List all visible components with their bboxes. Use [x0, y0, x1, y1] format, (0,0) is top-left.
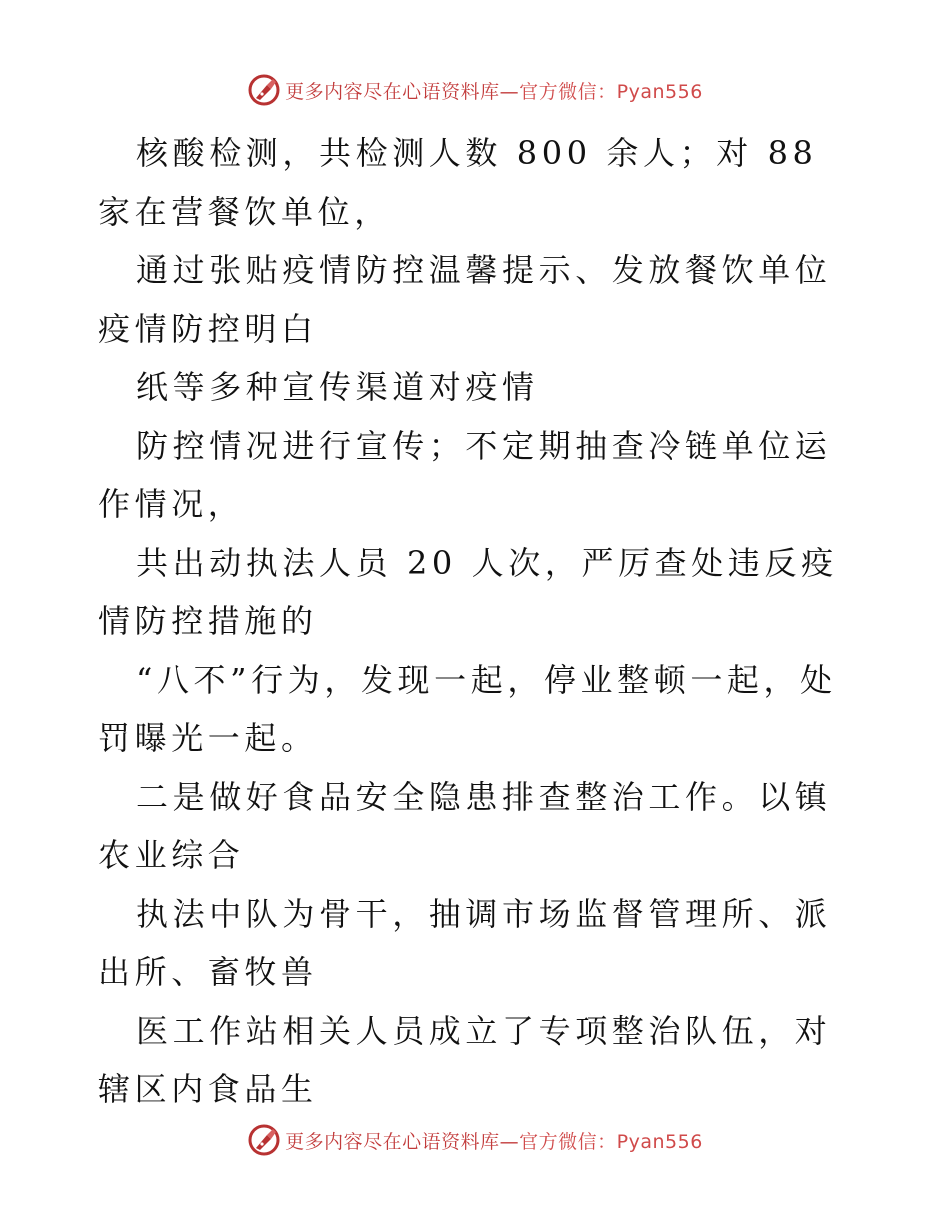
paragraph: 二是做好食品安全隐患排查整治工作。以镇农业综合	[98, 777, 832, 874]
header-library-text: 更多内容尽在心语资料库	[285, 80, 500, 103]
footer-banner-text	[285, 1127, 703, 1154]
footer-library-text: 更多内容尽在心语资料库	[285, 1130, 500, 1153]
pen-nib-circle-icon	[247, 1123, 281, 1157]
document-body	[98, 124, 858, 1119]
pen-nib-circle-icon	[247, 73, 281, 107]
footer-dash: —	[499, 1130, 520, 1153]
paragraph: 医工作站相关人员成立了专项整治队伍，对辖区内食品生	[98, 1011, 832, 1108]
paragraph: 执法中队为骨干，抽调市场监督管理所、派出所、畜牧兽	[98, 894, 832, 991]
paragraph: 防控情况进行宣传；不定期抽查冷链单位运作情况，	[98, 426, 832, 523]
header-banner-text	[285, 77, 703, 104]
footer-banner	[0, 1120, 950, 1160]
paragraph: 核酸检测，共检测人数 800 余人；对 88 家在营餐饮单位，	[98, 134, 818, 231]
paragraph: 通过张贴疫情防控温馨提示、发放餐饮单位疫情防控明白	[98, 251, 832, 348]
paragraph: 纸等多种宣传渠道对疫情	[136, 368, 539, 406]
paragraph: “八不”行为，发现一起，停业整顿一起，处罚曝光一起。	[98, 660, 837, 757]
header-wechat-text: 官方微信：Pyan556	[519, 80, 703, 103]
footer-wechat-text: 官方微信：Pyan556	[519, 1130, 703, 1153]
header-banner	[0, 70, 950, 110]
paragraph: 共出动执法人员 20 人次，严厉查处违反疫情防控措施的	[98, 543, 838, 640]
header-dash: —	[499, 80, 520, 103]
